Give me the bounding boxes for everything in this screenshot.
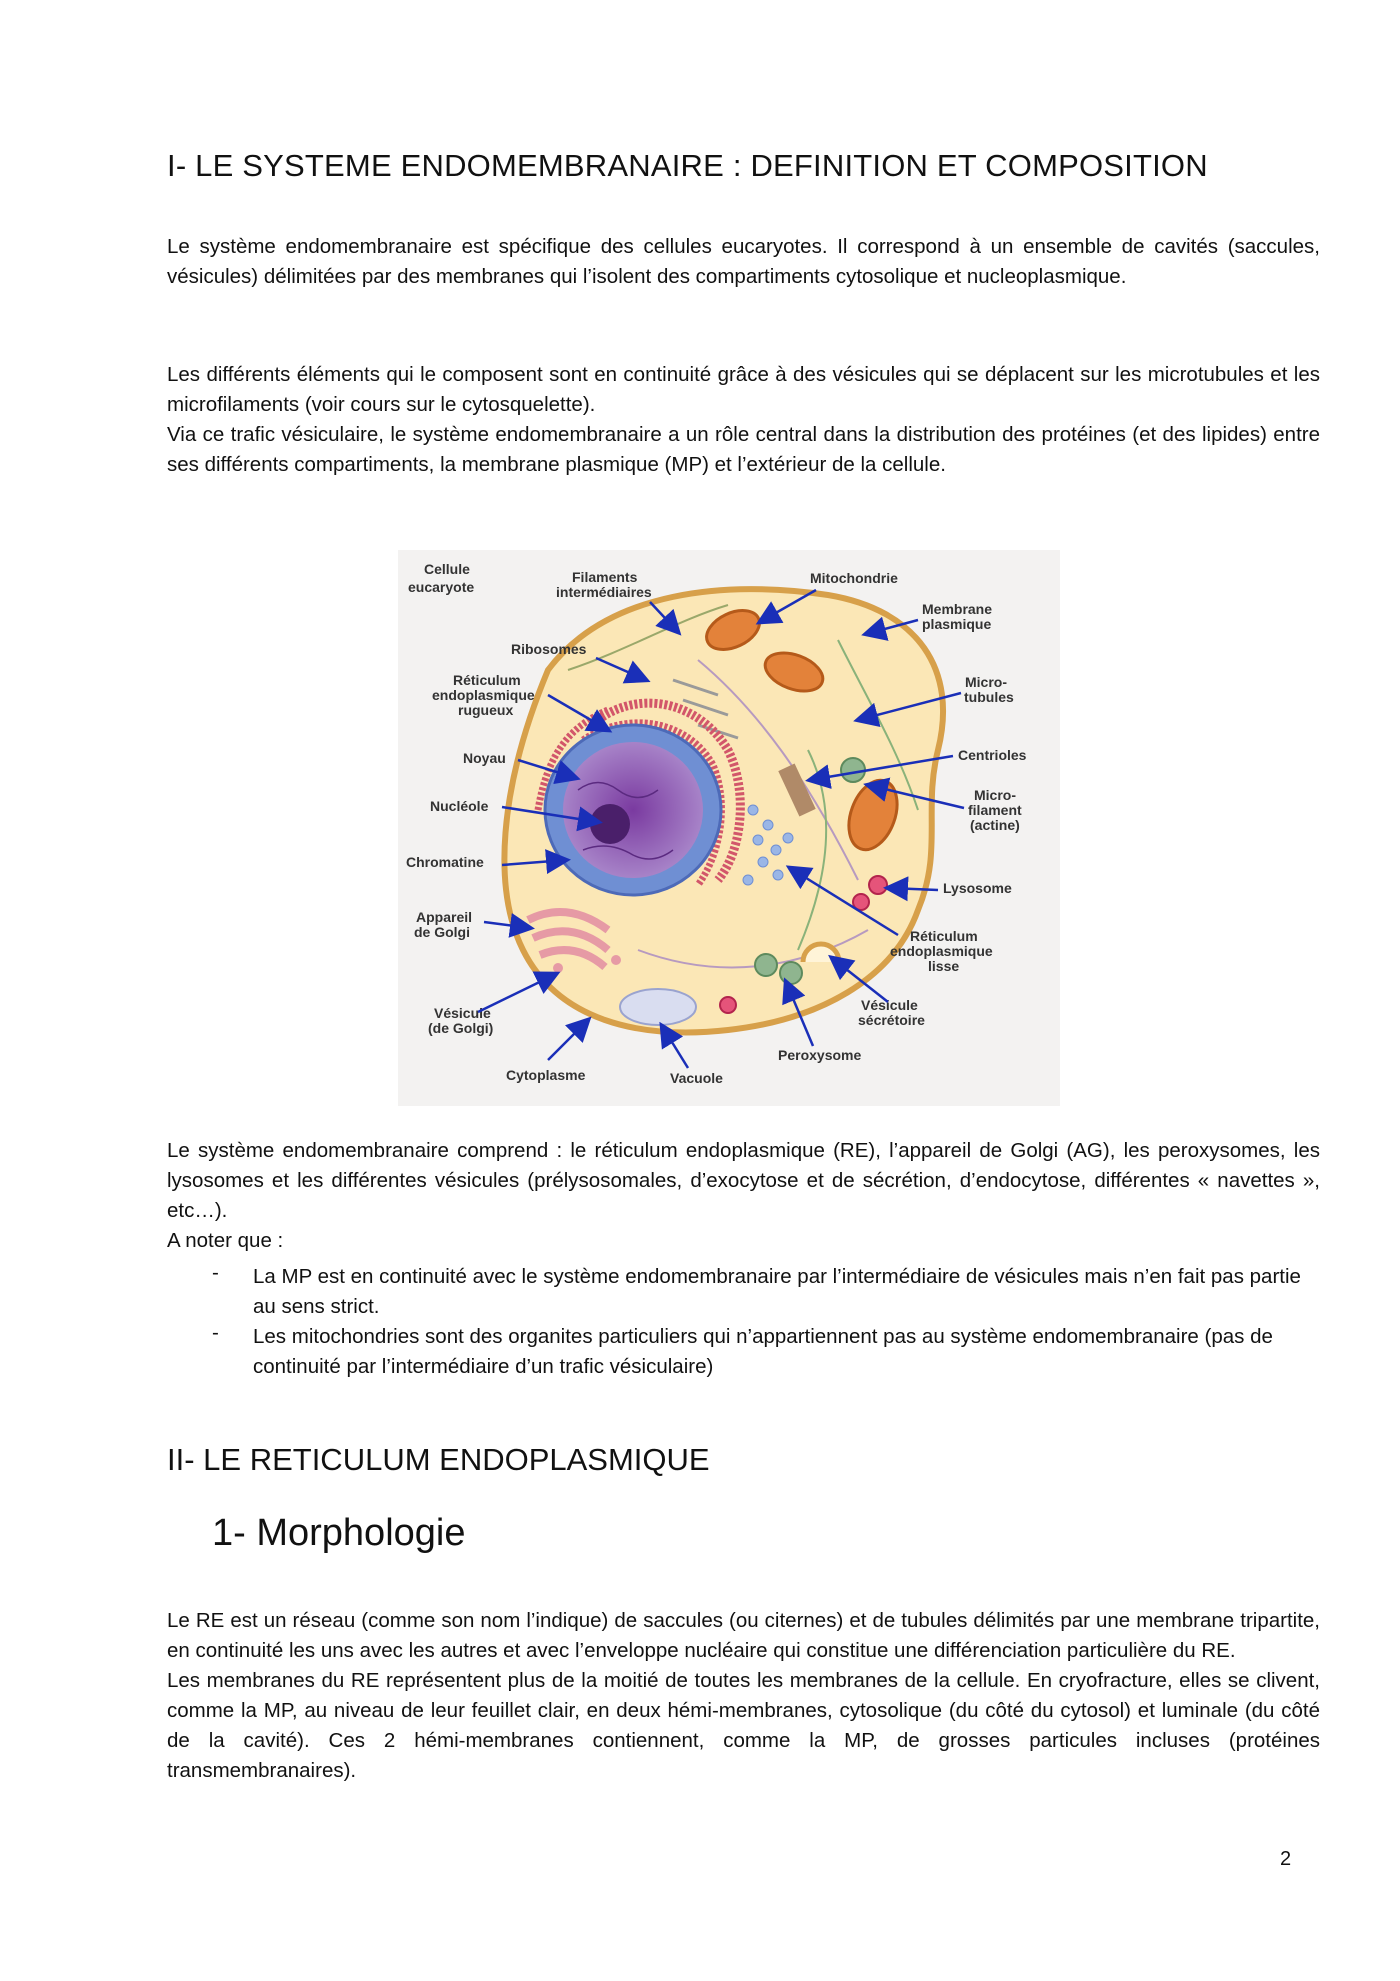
label-microfilament-1: Micro-	[974, 787, 1016, 803]
label-chromatine: Chromatine	[406, 854, 484, 870]
label-rel-3: lisse	[928, 958, 960, 974]
figure-title-line2: eucaryote	[408, 579, 475, 595]
label-rel-1: Réticulum	[910, 928, 978, 944]
label-ribosomes: Ribosomes	[511, 641, 587, 657]
label-microtubules-2: tubules	[964, 689, 1014, 705]
label-rer-3: rugueux	[458, 702, 514, 718]
nucleolus-shape	[590, 804, 630, 844]
bullet-dash: -	[212, 1261, 219, 1284]
cell-diagram	[398, 550, 1060, 1106]
label-filaments-1: Filaments	[572, 569, 638, 585]
paragraph-morphology-2: Les membranes du RE représentent plus de la moitié de toutes les membranes de la cellule. En cryofracture, elles se clivent, comme la MP, au niveau de leur feuillet clair, en deux hémi-membranes, cytosolique (du côté du cytosol) et luminale (du côté de la cavité). Ces 2 hémi-membranes contiennent, comme la MP, de grosses particules incluses (protéines transmembranaires).	[167, 1669, 1320, 1782]
label-microfilament-2: filament	[968, 802, 1022, 818]
paragraph-morphology-1: Le RE est un réseau (comme son nom l’indique) de saccules (ou citernes) et de tubules délimités par une membrane tripartite, en continuité les uns avec les autres et avec l’enveloppe nucléaire qui constitue une différenciation particulière du RE.	[167, 1609, 1320, 1662]
figure-title-line1: Cellule	[424, 561, 470, 577]
nucleus-interior	[563, 742, 703, 878]
page-number: 2	[1280, 1848, 1292, 1870]
bullet-dash: -	[212, 1321, 219, 1344]
label-vesicule-secretoire-2: sécrétoire	[858, 1012, 925, 1028]
list-item	[167, 1322, 1320, 1382]
paragraph-continuity	[167, 360, 1320, 480]
label-microtubules-1: Micro-	[965, 674, 1007, 690]
label-vesicule-secretoire-1: Vésicule	[861, 997, 918, 1013]
list-item-text: La MP est en continuité avec le système endomembranaire par l’intermédiaire de vésicules mais n’en fait pas partie au sens strict.	[253, 1265, 1301, 1318]
label-cytoplasme: Cytoplasme	[506, 1067, 586, 1083]
label-vacuole: Vacuole	[670, 1070, 723, 1086]
paragraph-continuity-line2: Via ce trafic vésiculaire, le système endomembranaire a un rôle central dans la distribution des protéines (et des lipides) entre ses différents compartiments, la membrane plasmique (MP) et l’extérieur de la cellule.	[167, 423, 1320, 476]
label-mitochondrie: Mitochondrie	[810, 570, 898, 586]
notes-list	[167, 1262, 1320, 1382]
label-membrane-1: Membrane	[922, 601, 993, 617]
paragraph-composition	[167, 1136, 1320, 1256]
label-membrane-2: plasmique	[922, 616, 992, 632]
label-centrioles: Centrioles	[958, 747, 1027, 763]
label-vesicule-2: (de Golgi)	[428, 1020, 494, 1036]
cell-diagram-svg	[398, 550, 1060, 1106]
label-golgi-1: Appareil	[416, 909, 473, 925]
label-nucleole: Nucléole	[430, 798, 489, 814]
list-item	[167, 1262, 1320, 1322]
label-microfilament-3: (actine)	[970, 817, 1020, 833]
paragraph-morphology	[167, 1606, 1320, 1786]
label-peroxysome: Peroxysome	[778, 1047, 862, 1063]
label-vesicule-1: Vésicule	[434, 1005, 491, 1021]
note-intro: A noter que :	[167, 1229, 284, 1252]
label-golgi-2: de Golgi	[414, 924, 470, 940]
label-filaments-2: intermédiaires	[556, 584, 652, 600]
paragraph-continuity-line1: Les différents éléments qui le composent sont en continuité grâce à des vésicules qui se déplacent sur les microtubules et les microfilaments (voir cours sur le cytosquelette).	[167, 363, 1320, 416]
subsection-title: 1- Morphologie	[212, 1512, 466, 1554]
section-title-2: II- LE RETICULUM ENDOPLASMIQUE	[167, 1442, 710, 1477]
section-title-1: I- LE SYSTEME ENDOMEMBRANAIRE : DEFINITION ET COMPOSITION	[167, 148, 1208, 183]
label-noyau: Noyau	[463, 750, 506, 766]
label-rer-1: Réticulum	[453, 672, 521, 688]
list-item-text: Les mitochondries sont des organites particuliers qui n’appartiennent pas au système endomembranaire (pas de continuité par l’intermédiaire d’un trafic vésiculaire)	[253, 1325, 1273, 1378]
label-lysosome: Lysosome	[943, 880, 1012, 896]
paragraph-definition: Le système endomembranaire est spécifique des cellules eucaryotes. Il correspond à un ensemble de cavités (saccules, vésicules) délimitées par des membranes qui l’isolent des compartiments cytosolique et nucleoplasmique.	[167, 235, 1320, 288]
label-rel-2: endoplasmique	[890, 943, 993, 959]
label-rer-2: endoplasmique	[432, 687, 535, 703]
paragraph-composition-text: Le système endomembranaire comprend : le réticulum endoplasmique (RE), l’appareil de Golgi (AG), les peroxysomes, les lysosomes et les différentes vésicules (prélysosomales, d’exocytose et de sécrétion, d’endocytose, différentes « navettes », etc…).	[167, 1139, 1320, 1222]
